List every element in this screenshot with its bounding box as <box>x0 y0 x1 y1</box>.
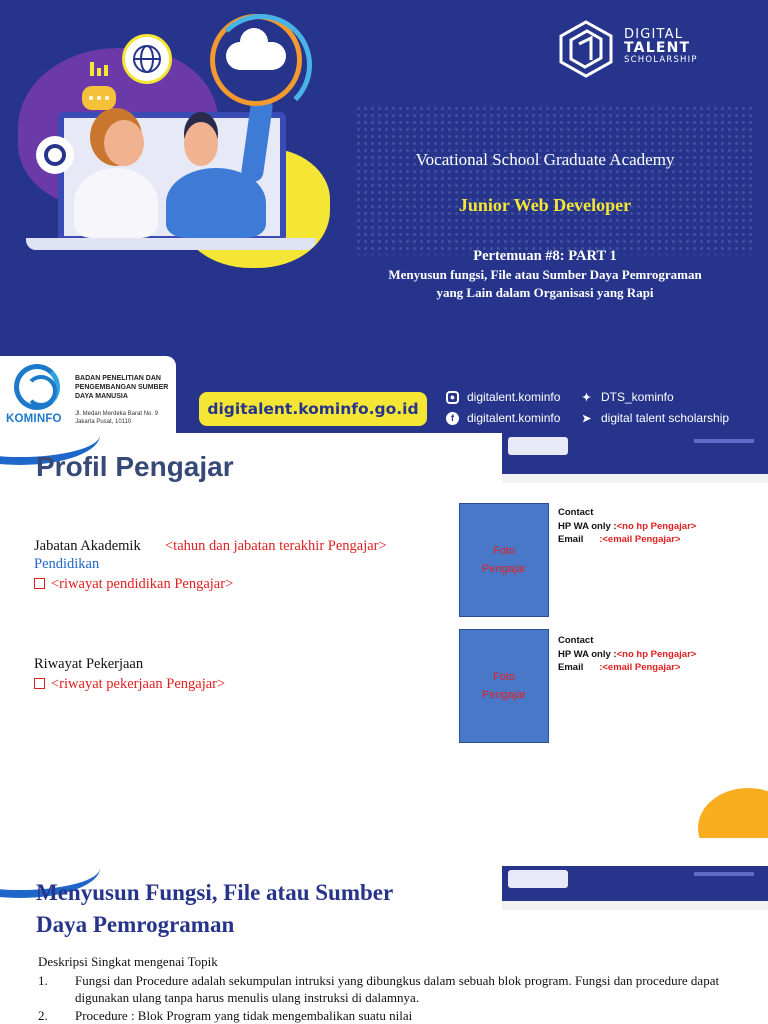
social-telegram[interactable] <box>580 411 729 425</box>
checkbox-icon <box>34 678 45 689</box>
globe-icon <box>122 34 172 84</box>
brand-line3: SCHOLARSHIP <box>624 55 698 65</box>
social-facebook[interactable] <box>446 411 560 425</box>
meeting-title: Pertemuan #8: PART 1 <box>473 248 617 264</box>
role-title: Junior Web Developer <box>458 195 632 215</box>
website-url[interactable]: digitalent.kominfo.go.id <box>199 392 427 426</box>
topic-slide <box>0 866 768 1024</box>
telegram-icon: ➤ <box>581 412 592 425</box>
telegram-handle: digital talent scholarship <box>601 411 730 425</box>
cover-slide <box>0 0 768 433</box>
dts-logo-icon <box>557 20 615 78</box>
brand-line2: TALENT <box>624 40 691 56</box>
meeting-subtitle-line2: yang Lain dalam Organisasi yang Rapi <box>436 285 654 300</box>
pendidikan-label: Pendidikan <box>34 556 100 572</box>
social-instagram[interactable] <box>446 390 560 404</box>
contact-block <box>558 634 696 675</box>
twitter-icon: ✦ <box>581 391 592 404</box>
jabatan-value: <tahun dan jabatan terakhir Pengajar> <box>165 538 387 554</box>
chat-bubble-icon <box>82 86 116 110</box>
man-figure <box>166 168 266 238</box>
photo-label-line1: Foto <box>492 671 515 683</box>
topic-title-line2: Daya Pemrograman <box>36 912 235 937</box>
topic-heading: Deskripsi Singkat mengenai Topik <box>38 954 218 969</box>
laptop-base <box>26 238 316 250</box>
page-title: Profil Pengajar <box>36 451 234 482</box>
jabatan-label: Jabatan Akademik <box>34 538 141 554</box>
woman-figure <box>74 168 158 238</box>
cloud-icon <box>226 42 286 70</box>
list-text: Fungsi dan Procedure adalah sekumpulan intruksi yang dibungkus dalam sebuah blok program. Fungsi dan procedure dapat digunakan ulang tanpa harus menulis ulang instruksi di dalamnya. <box>75 973 720 1005</box>
photo-placeholder <box>459 629 549 743</box>
social-twitter[interactable] <box>580 390 674 404</box>
list-number: 2. <box>38 1008 48 1023</box>
hp-label: HP WA only : <box>558 648 617 660</box>
email-value: <email Pengajar> <box>602 534 681 545</box>
profile-slide <box>0 433 768 838</box>
instagram-handle: digitalent.kominfo <box>467 390 561 404</box>
email-value: <email Pengajar> <box>602 662 681 673</box>
man-head <box>184 122 218 166</box>
pekerjaan-label: Riwayat Pekerjaan <box>34 656 144 672</box>
contact-heading: Contact <box>558 635 594 646</box>
list-text: Procedure : Blok Program yang tidak mengembalikan suatu nilai <box>75 1008 413 1023</box>
instagram-icon: ● <box>446 391 459 404</box>
email-label: Email <box>558 534 584 545</box>
contact-block <box>558 506 696 547</box>
cover-thumbnail <box>502 866 768 910</box>
email-separator: : <box>599 534 603 545</box>
photo-placeholder <box>459 503 549 617</box>
meeting-subtitle-line1: Menyusun fungsi, File atau Sumber Daya Pemrograman <box>388 267 702 282</box>
kominfo-wordmark: KOMINFO <box>6 413 62 425</box>
cover-thumbnail <box>502 433 768 483</box>
woman-head <box>104 120 144 166</box>
gear-icon <box>36 136 74 174</box>
list-number: 1. <box>38 973 48 988</box>
checkbox-icon <box>34 578 45 589</box>
photo-label-line1: Foto <box>492 545 515 557</box>
kominfo-agency: BADAN PENELITIAN DAN PENGEMBANGAN SUMBER DAYA MANUSIA <box>75 375 169 400</box>
twitter-handle: DTS_kominfo <box>601 390 674 404</box>
indonesia-map-dots <box>355 105 755 255</box>
academy-title: Vocational School Graduate Academy <box>415 150 675 169</box>
email-label: Email <box>558 662 584 673</box>
pendidikan-value: <riwayat pendidikan Pengajar> <box>51 576 234 592</box>
kominfo-address: Jl. Medan Merdeka Barat No. 9 Jakarta Pusat, 10110 <box>75 411 159 425</box>
pendidikan-item <box>34 576 233 593</box>
corner-yellow-shape <box>698 788 768 838</box>
email-separator: : <box>599 662 603 673</box>
kominfo-logo-icon <box>14 364 60 410</box>
hp-label: HP WA only : <box>558 520 617 532</box>
facebook-handle: digitalent.kominfo <box>467 411 561 425</box>
hp-value: <no hp Pengajar> <box>616 520 697 532</box>
topic-title-line1: Menyusun Fungsi, File atau Sumber <box>36 880 394 905</box>
facebook-icon: f <box>446 412 459 425</box>
bar-chart-icon <box>90 58 114 76</box>
pekerjaan-item <box>34 676 225 693</box>
photo-label-line2: Pengajar <box>481 689 527 701</box>
pekerjaan-value: <riwayat pekerjaan Pengajar> <box>51 676 226 692</box>
hp-value: <no hp Pengajar> <box>616 648 697 660</box>
brand-line1: DIGITAL <box>624 27 684 42</box>
photo-label-line2: Pengajar <box>481 563 527 575</box>
contact-heading: Contact <box>558 507 594 518</box>
